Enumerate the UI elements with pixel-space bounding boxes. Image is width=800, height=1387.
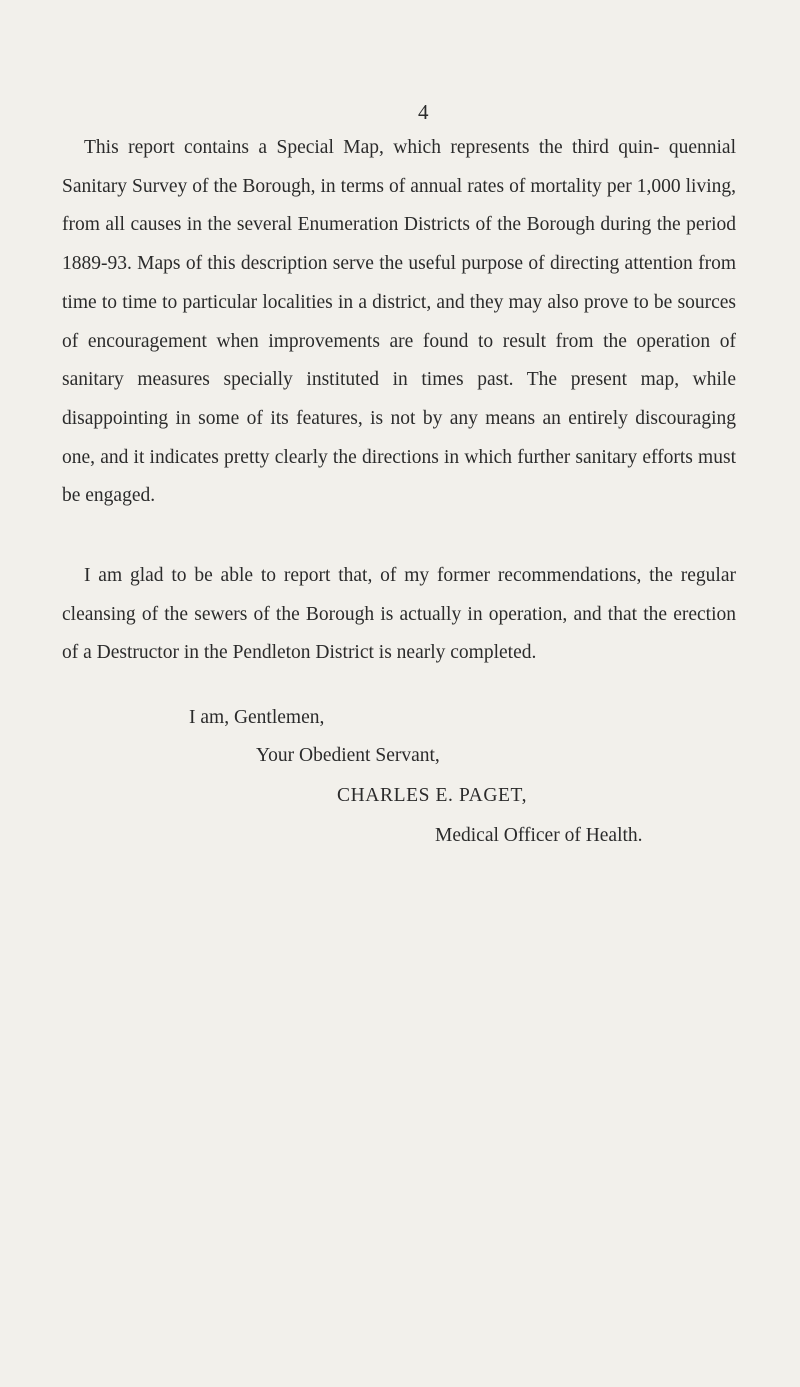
signatory-title: Medical Officer of Health. [435, 825, 643, 846]
closing-salutation: I am, Gentlemen, [189, 707, 325, 728]
signatory-name: CHARLES E. PAGET, [337, 785, 528, 806]
closing-valediction: Your Obedient Servant, [256, 745, 440, 766]
paragraph-recommendations: I am glad to be able to report that, of my former recommendations, the regular cleansing of the sewers of the Borough is actually in operation, and that the erection of a Destructor in the Pendleton District is nearly completed. [62, 565, 736, 664]
page-number: 4 [418, 100, 429, 124]
paragraph-special-map: This report contains a Special Map, which represents the third quin- quennial Sanitary Survey of the Borough, in terms of annual rates of mortality per 1,000 living, from all causes in the several Enumeration Districts of the Borough during the period 1889-93. Maps of this description serve the useful purpose of directing attention from time to time to particular localities in a district, and they may also prove to be sources of encouragement when improvements are found to result from the operation of sanitary measures specially instituted in times past. The present map, while disappointing in some of its features, is not by any means an entirely discouraging one, and it indicates pretty clearly the directions in which further sanitary efforts must be engaged. [62, 137, 736, 507]
